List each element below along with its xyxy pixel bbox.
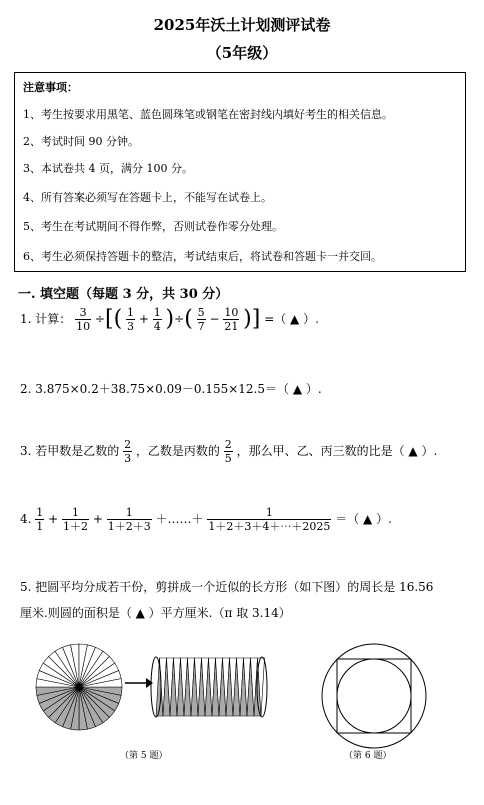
figure-6-caption: （第 6 题） bbox=[344, 751, 392, 761]
fraction: $\frac{1}{1+2+3+4+\cdots+2025}$ bbox=[208, 506, 331, 533]
grade-label: （5年级） bbox=[206, 44, 278, 62]
question-2: 2. 3.875×0.2＋38.75×0.09－0.155×12.5＝（ ▲ ）. bbox=[20, 382, 322, 396]
fraction: $\frac{1}{1+2+3}$ bbox=[107, 506, 151, 533]
question-3: 3. 若甲数是乙数的 $\frac{2}{3}$ ，乙数是丙数的 $\frac{2}{5}$ ，那么甲、乙、丙三数的比是（ ▲ ）. bbox=[20, 438, 438, 465]
fraction: $\frac{1}{3}$ bbox=[127, 306, 134, 333]
question-4: 4. $\frac{1}{1}$ + $\frac{1}{1+2}$ + $\frac{1}{1+2+3}$ ＋……＋ $\frac{1}{1+2+3+4+\cdots+2025}$ ＝（ ▲ ）. bbox=[20, 506, 392, 533]
notice-item: 4、所有答案必须写在答题卡上，不能写在试卷上。 bbox=[23, 191, 272, 204]
notice-item: 5、考生在考试期间不得作弊，否则试卷作零分处理。 bbox=[23, 220, 283, 233]
paper-title: 2025年沃土计划测评试卷 bbox=[153, 16, 331, 34]
question-1: 1. 计算： $\frac{3}{10}$ ÷[( $\frac{1}{3}$ + $\frac{1}{4}$ )÷( $\frac{5}{7}$ − $\frac{10}{21}$ )] =（ ▲ ）. bbox=[20, 306, 319, 333]
fraction: $\frac{10}{21}$ bbox=[224, 306, 239, 333]
fraction: $\frac{3}{10}$ bbox=[76, 306, 91, 333]
question-5-line2: 厘米.则圆的面积是（ ▲ ）平方厘米.（π 取 3.14） bbox=[20, 606, 291, 620]
q1-answer-blank: =（ ▲ ）. bbox=[264, 312, 319, 326]
notice-heading: 注意事项： bbox=[23, 81, 78, 94]
fraction: $\frac{2}{5}$ bbox=[224, 438, 232, 465]
figure-5-caption: （第 5 题） bbox=[120, 751, 168, 761]
rearranged-rectangle-figure bbox=[150, 652, 270, 722]
fraction: $\frac{2}{3}$ bbox=[124, 438, 132, 465]
notice-item: 2、考试时间 90 分钟。 bbox=[23, 135, 139, 148]
q1-prefix: 1. 计算： bbox=[20, 312, 72, 326]
circle-square-figure bbox=[318, 640, 430, 752]
notice-item: 1、考生按要求用黑笔、蓝色圆珠笔或钢笔在密封线内填好考生的相关信息。 bbox=[23, 108, 393, 121]
fraction: $\frac{1}{1}$ bbox=[36, 506, 44, 533]
notice-box bbox=[14, 72, 466, 272]
notice-item: 3、本试卷共 4 页，满分 100 分。 bbox=[23, 162, 193, 175]
fraction: $\frac{1}{1+2}$ bbox=[63, 506, 88, 533]
question-5-line1: 5. 把圆平均分成若干份，剪拼成一个近似的长方形（如下图）的周长是 16.56 bbox=[20, 580, 434, 594]
divided-circle-figure bbox=[34, 642, 124, 732]
notice-item: 6、考生必须保持答题卡的整洁，考试结束后，将试卷和答题卡一并交回。 bbox=[23, 250, 382, 263]
section-title: 一. 填空题（每题 3 分，共 30 分） bbox=[18, 287, 229, 302]
fraction: $\frac{5}{7}$ bbox=[197, 306, 205, 333]
fraction: $\frac{1}{4}$ bbox=[153, 306, 161, 333]
